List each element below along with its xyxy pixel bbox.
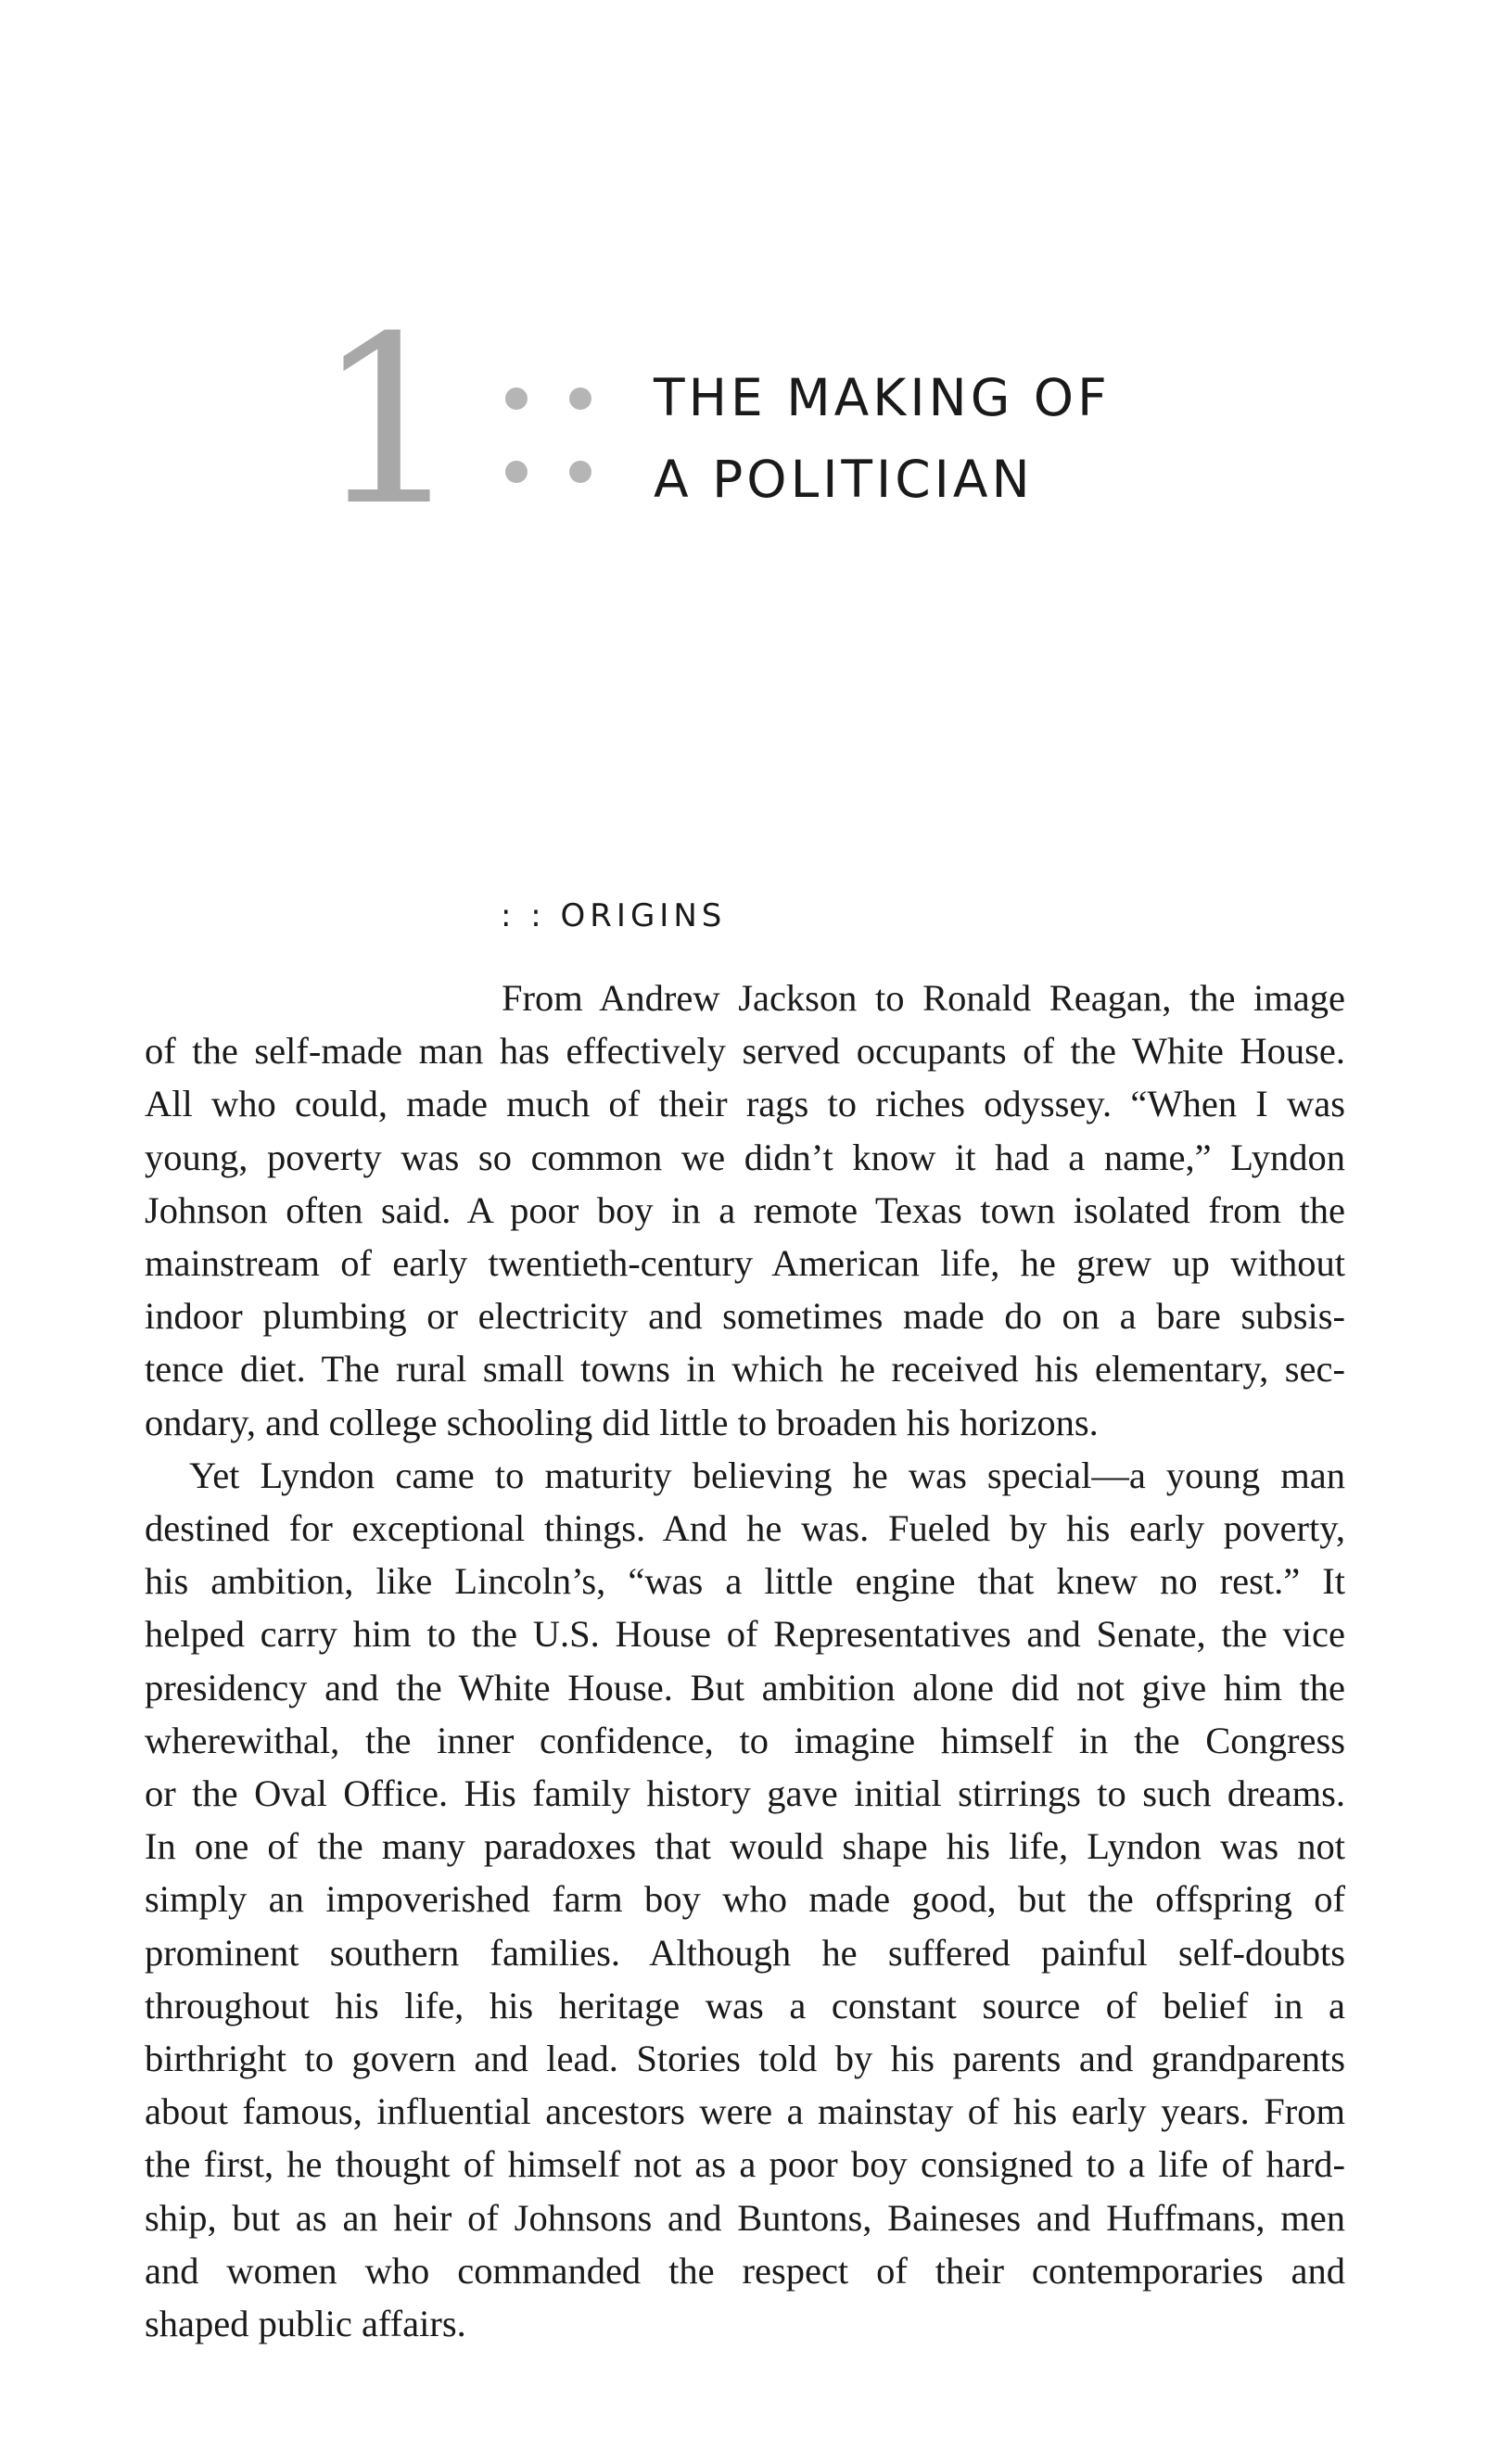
ornament-dot	[569, 387, 591, 410]
body-text	[145, 972, 1345, 2350]
text-line: or the Oval Office. His family history gave initial stirrings to such dreams.	[145, 1772, 1345, 1815]
text-line: mainstream of early twentieth-century American life, he grew up without	[145, 1242, 1345, 1285]
ornament-dot	[569, 461, 591, 483]
text-line: All who could, made much of their rags to riches odyssey. “When I was	[145, 1083, 1345, 1125]
text-line: wherewithal, the inner confidence, to imagine himself in the Congress	[145, 1719, 1345, 1761]
text-line: Johnson often said. A poor boy in a remote Texas town isolated from the	[145, 1188, 1345, 1231]
text-line: In one of the many paradoxes that would shape his life, Lyndon was not	[145, 1825, 1345, 1868]
chapter-title-line: A POLITICIAN	[654, 450, 1034, 509]
chapter-title-line: THE MAKING OF	[654, 368, 1111, 427]
text-line: prominent southern families. Although he suffered painful self-doubts	[145, 1931, 1345, 1974]
text-line: ondary, and college schooling did little to broaden his horizons.	[145, 1401, 1099, 1443]
text-line: simply an impoverished farm boy who made good, but the offspring of	[145, 1878, 1345, 1921]
text-line: the first, he thought of himself not as a poor boy consigned to a life of hard-	[145, 2143, 1345, 2186]
text-line: shaped public affairs.	[145, 2303, 466, 2345]
text-line: of the self-made man has effectively served occupants of the White House.	[145, 1030, 1345, 1073]
chapter-title	[654, 357, 1111, 520]
text-line: his ambition, like Lincoln’s, “was a little engine that knew no rest.” It	[145, 1560, 1345, 1603]
text-line: Yet Lyndon came to maturity believing he was special—a young man	[189, 1454, 1345, 1496]
text-line: ship, but as an heir of Johnsons and Buntons, Baineses and Huffmans, men	[145, 2196, 1345, 2239]
text-line: destined for exceptional things. And he was. Fueled by his early poverty,	[145, 1507, 1345, 1550]
text-line: tence diet. The rural small towns in which he received his elementary, sec-	[145, 1348, 1345, 1391]
text-line: helped carry him to the U.S. House of Representatives and Senate, the vice	[145, 1613, 1345, 1656]
ornament-dot	[505, 461, 528, 483]
text-line: throughout his life, his heritage was a constant source of belief in a	[145, 1984, 1345, 2026]
section-heading: : : ORIGINS	[501, 897, 727, 934]
paragraph	[145, 1449, 1345, 2350]
text-line: and women who commanded the respect of their contemporaries and	[145, 2249, 1345, 2292]
text-line: From Andrew Jackson to Ronald Reagan, the image	[502, 977, 1345, 1019]
paragraph	[145, 972, 1345, 1449]
text-line: birthright to govern and lead. Stories told by his parents and grandparents	[145, 2038, 1345, 2080]
text-line: indoor plumbing or electricity and sometimes made do on a bare subsis-	[145, 1295, 1345, 1338]
text-line: presidency and the White House. But ambition alone did not give him the	[145, 1666, 1345, 1708]
text-line: about famous, influential ancestors were a mainstay of his early years. From	[145, 2090, 1345, 2133]
chapter-number: 1	[315, 286, 464, 556]
text-line: young, poverty was so common we didn’t know it had a name,” Lyndon	[145, 1136, 1345, 1178]
ornament-dot	[505, 387, 528, 410]
